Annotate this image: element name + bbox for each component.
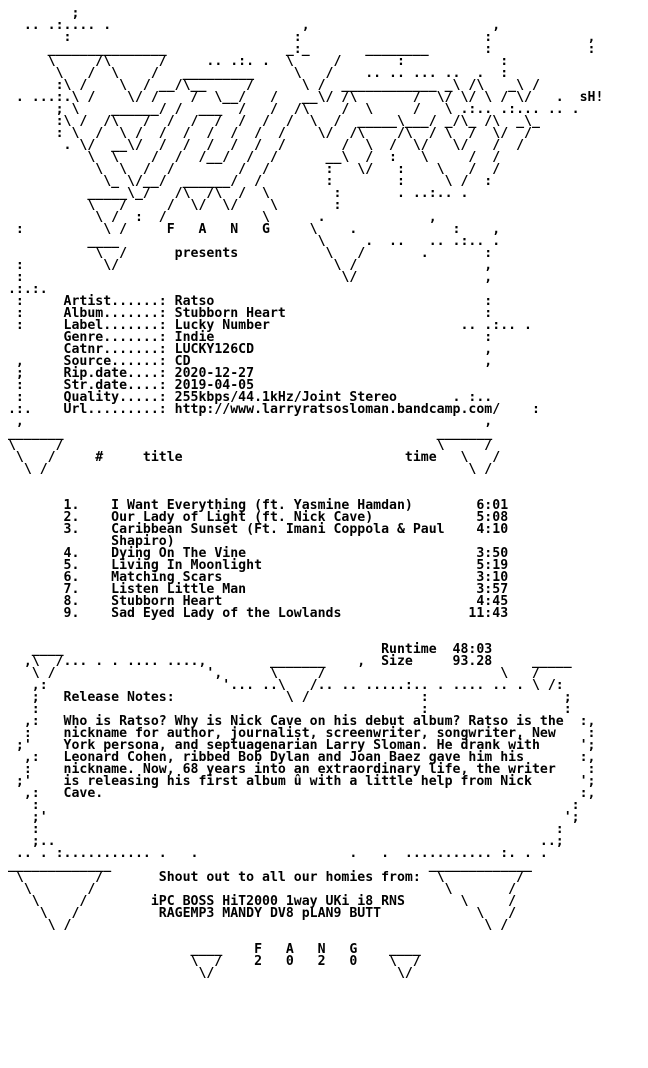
nfo-ascii-text: ; .. .:.... . , , : : : , _______________ _:_ ________ : : \ /\ / .. .:. . \ / : : \ / \ / _________ \ / .. .. ... .. . : :\ / \ / __/\__ / \ / ____________ _\ /\ _\ / . ...:.\ / \/ / / \__/ / __\/ /\ / \/ \/ \ / \/ . sH! ; \ ______/ / ___ / / /\ / \ / \ .:.. .:... .. . :\ / /\ / / / / / / / \ / _____\___/ _/\_ /\ _\_ : \ / \ / / / / / / / \/ /\ /\ / \ / \/ / . \/ __\/ / / / / / / / \ / \/ \/ / / \ \ / / /__/ / / __\ / : \ / / \ \ / / / / : \/ : \ / / \_ \/__/ ______/ / : : \ / : _____\_/ /\ /\ / \ : . ..:.. . \ / / \/ \/ \ : \ / : / \ . , : \ / F A N G \ . : , ____ \ . .. .. .:.. . \ / presents \ / . : : \/ \ / , : \/ , .:.:. : Artist......: Ratso : : Album.......: Stubborn Heart : : Label.......: Lucky Number .. .:.. . Genre.......: Indie : Catnr.......: LUCKY126CD , , Source......: CD , ; Rip.date....: 2020-12-27 : Str.date....: 2019-04-05 : Quality.....: 255kbps/44.1kHz/Joint Stereo . :.. .:. Url.........: http://www.larryratsosloman.bandcamp.com/ : , , _______ _______ \ / \ / \ / # title time \ / \ / \ / 1. I Want Everything (ft. Yasmine Hamdan) 6:01 2. Our Lady of Light (ft. Nick Cave) 5:08 3. Caribbean Sunset (Ft. Imani Coppola & Paul 4:10 Shapiro) 4. Dying On The Vine 3:50 5. Living In Moonlight 5:19 6. Matching Scars 3:10 7. Listen Little Man 3:57 8. Stubborn Heart 4:45 9. Sad Eyed Lady of the Lowlands 11:43 ____ Runtime 48:03 ,\ /... . . .... ...., _______ , Size 93.28 _____ \ / ', \ / \ / ,: '... ..\ /.. .. .....:.. . .... .. . \ /: ; Release Notes: \ / : ; : : : ,: Who is Ratso? Why is Nick Cave on his debut album? Ratso is the :, : nickname for author, journalist, screenwriter, songwriter, New : ;' York persona, and septuagenarian Larry Sloman. He drank with '; ,: Leonard Cohen, ribbed Bob Dylan and Joan Baez gave him his :, : nickname. Now, 68 years into an extraordinary life, the writer : ;' is releasing his first album û with a little help from Nick '; ,: Cave. :, : : ;' '; : : ;.. ..; .. . :........... . . . . ........... :. . . _____________ _____________ \ / Shout out to all our homies from: \ / \ / \ / \ / iPC BOSS HiT2000 1way UKi i8 RNS \ / \ / RAGEMP3 MANDY DV8 pLAN9 BUTT \ / \ / \ / ____ F A N G ____ \ / 2 0 2 0 \ / \/ \/ (7, 6, 604, 981)
